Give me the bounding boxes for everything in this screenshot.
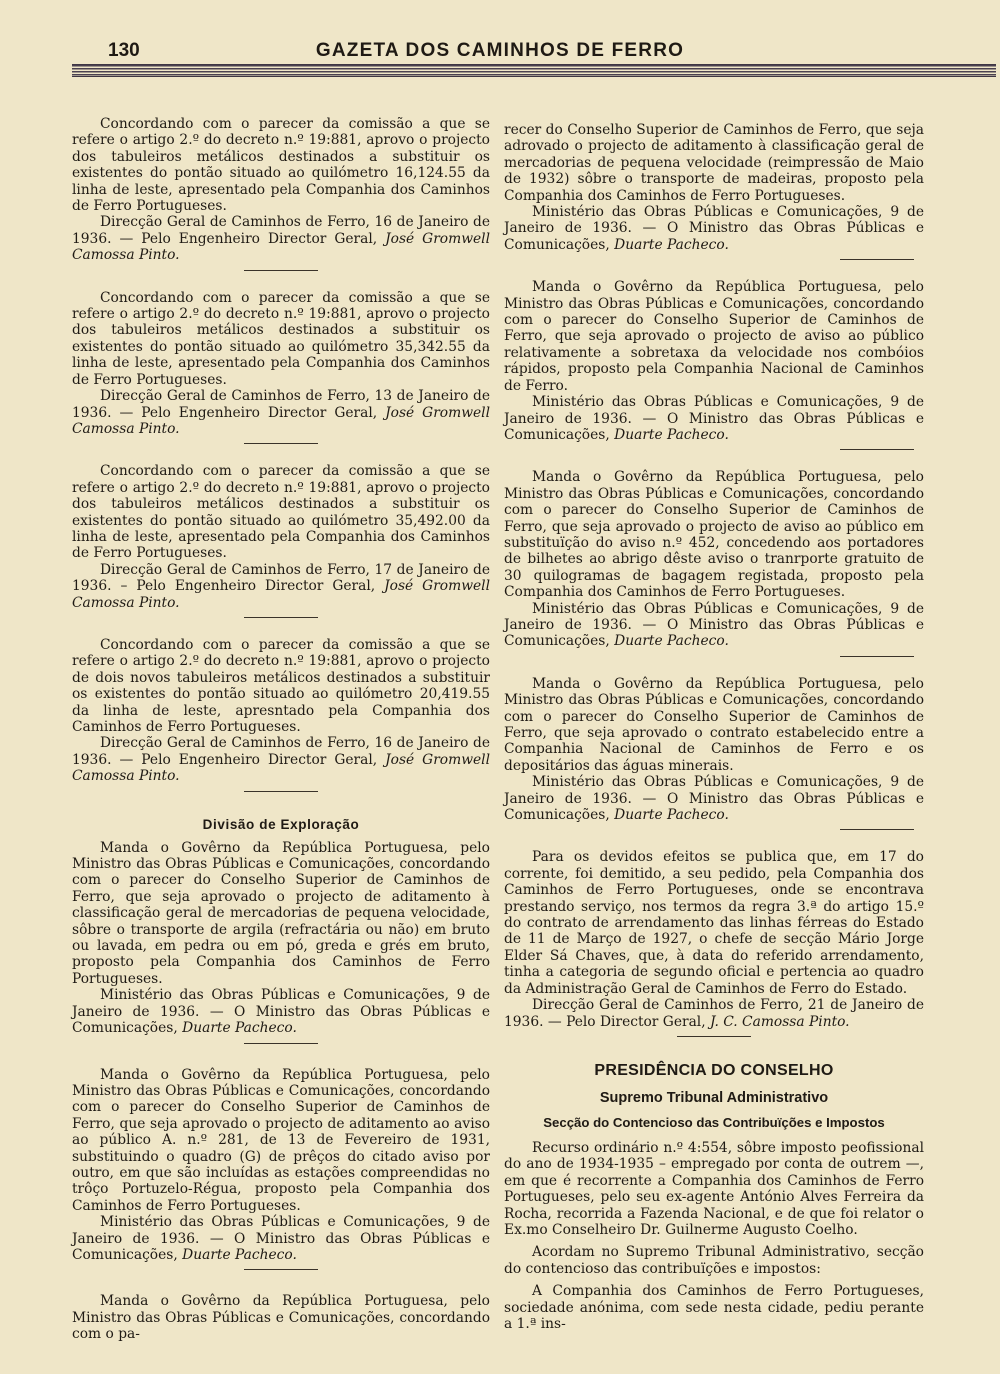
left-column <box>72 116 490 1343</box>
notice-signature-line: Ministério das Obras Públicas e Comunicações, 9 de Janeiro de 1936. — O Ministro das Obras Públicas e Comunicações, Duarte Pacheco. <box>72 987 490 1037</box>
signatory: Duarte Pacheco. <box>614 633 729 650</box>
signatory: José Gromwell Camossa Pinto. <box>72 230 490 264</box>
notice-paragraph: Concordando com o parecer da comissão a que se refere o artigo 2.º do decreto n.º 19:881, aprovo o projecto dos tabuleiros metálicos destinados a substituir os existentes do pontão situado ao quilómetro 35,492.00 da linha de leste, apresentado pela Companhia dos Caminhos de Ferro Portugueses. <box>72 463 490 562</box>
notice-signature-line: Direcção Geral de Caminhos de Ferro, 13 de Janeiro de 1936. — Pelo Engenheiro Director Geral, José Gromwell Camossa Pinto. <box>72 388 490 437</box>
signatory: José Gromwell Camossa Pinto. <box>72 751 490 785</box>
signatory: J. C. Camossa Pinto. <box>709 1013 850 1030</box>
signatory: José Gromwell Camossa Pinto. <box>72 404 490 437</box>
notice-paragraph: Manda o Govêrno da República Portuguesa, pelo Ministro das Obras Públicas e Comunicações, concordando com o parecer do Conselho Superior de Caminhos de Ferro, que seja aprovado o contrato estabelecido entre a Companhia Nacional de Caminhos de Ferro e os depositários das águas minerais. <box>504 675 924 774</box>
notice-paragraph: Manda o Govêrno da República Portuguesa, pelo Ministro das Obras Públicas e Comunicações, concordando com o parecer do Conselho Superior de Caminhos de Ferro, que seja aprovado o projecto de aviso ao público relativamente a sobretaxa da velocidade nos combóios rápidos, proposto pela Companhia Nacional de Caminhos de Ferro. <box>504 279 924 394</box>
signatory: Duarte Pacheco. <box>182 1020 297 1037</box>
notice-paragraph: Manda o Govêrno da República Portuguesa, pelo Ministro das Obras Públicas e Comunicações, concordando com o pa- <box>72 1293 490 1343</box>
notice-signature-line: Ministério das Obras Públicas e Comunicações, 9 de Janeiro de 1936. — O Ministro das Obras Públicas e Comunicações, Duarte Pacheco. <box>504 774 924 824</box>
notice-signature-line: Direcção Geral de Caminhos de Ferro, 16 de Janeiro de 1936. — Pelo Engenheiro Director Geral, José Gromwell Camossa Pinto. <box>72 735 490 785</box>
notice-paragraph: Manda o Govêrno da República Portuguesa, pelo Ministro das Obras Públicas e Comunicações, concordando com o parecer do Conselho Superior de Caminhos de Ferro, que seja aprovado o projecto de aviso ao público em substituïção do aviso n.º 452, concedendo aos portadores de bilhetes ao abrigo dêste aviso o tranrporte gratuito de 30 quilogramas de bagagem registada, proposto pela Companhia dos Caminhos de Ferro Portugueses. <box>504 469 924 601</box>
notice-signature-line: Ministério das Obras Públicas e Comunicações, 9 de Janeiro de 1936. — O Ministro das Obras Públicas e Comunicações, Duarte Pacheco. <box>504 204 924 253</box>
notice-signature-line: Direcção Geral de Caminhos de Ferro, 17 de Janeiro de 1936. – Pelo Engenheiro Director Geral, José Gromwell Camossa Pinto. <box>72 561 490 611</box>
subsubsection-heading: Secção do Contencioso das Contribuïções e Impostos <box>543 1114 885 1130</box>
notice-paragraph: recer do Conselho Superior de Caminhos de Ferro, que seja adrovado o projecto de aditamento à classificação geral de mercadorias de pequena velocidade (reimpressão de Maio de 1932) sôbre o transporte de madeiras, proposto pela Companhia dos Caminhos de Ferro Portugueses. <box>504 122 924 204</box>
notice-paragraph: Para os devidos efeitos se publica que, em 17 do corrente, foi demitido, a seu pedido, pela Companhia dos Caminhos de Ferro Portugueses, onde se encontrava prestando serviço, nos termos da regra 3.ª do artigo 15.º do contrato de arrendamento das linhas férreas do Estado de 11 de Março de 1927, o chefe de secção Mário Jorge Elder Sá Chaves, que, à data do referido arrendamento, tinha a categoria de segundo oficial e pertencia ao quadro da Administração Geral de Caminhos de Ferro do Estado. <box>504 849 924 997</box>
running-header <box>0 34 1000 64</box>
journal-title: GAZETA DOS CAMINHOS DE FERRO <box>315 40 685 61</box>
notice-paragraph: Concordando com o parecer da comissão a que se refere o artigo 2.º do decreto n.º 19:881, aprovo o projecto dos tabuleiros metálicos destinados a substituir os existentes do pontão situado ao quilómetro 16,124.55 da linha de leste, apresentado pela Companhia dos Caminhos de Ferro Portugueses. <box>72 116 490 215</box>
notice-paragraph: Manda o Govêrno da República Portuguesa, pelo Ministro das Obras Públicas e Comunicações, concordando com o parecer do Conselho Superior de Caminhos de Ferro, que seja aprovado o projecto de aditamento ao aviso ao público A. n.º 281, de 13 de Fevereiro de 1931, substituindo o quadro (G) de prêços do citado aviso por outro, em que são incluídas as estações compreendidas no trôço Portuzelo-Régua, proposto pela Companhia dos Caminhos de Ferro Portugueses. <box>72 1066 490 1214</box>
signatory: Duarte Pacheco. <box>614 236 729 253</box>
notice-signature-line: Direcção Geral de Caminhos de Ferro, 16 de Janeiro de 1936. — Pelo Engenheiro Director Geral, José Gromwell Camossa Pinto. <box>72 214 490 264</box>
right-column <box>504 122 924 1332</box>
notice-paragraph: Manda o Govêrno da República Portuguesa, pelo Ministro das Obras Públicas e Comunicações, concordando com o parecer do Conselho Superior de Caminhos de Ferro, que seja aprovado o projecto de aditamento à classificação geral de mercadorias de pequena velocidade, sôbre o transporte de argila (refractária ou não) em bruto ou lavada, em pedra ou em pó, greda e grés em bruto, proposto pela Companhia dos Caminhos de Ferro Portugueses. <box>72 839 490 987</box>
subsection-heading: Supremo Tribunal Administrativo <box>599 1089 829 1106</box>
notice-paragraph: Concordando com o parecer da comissão a que se refere o artigo 2.º do decreto n.º 19:881, aprovo o projecto dos tabuleiros metálicos destinados a substituir os existentes do pontão situado ao quilómetro 35,342.55 da linha de leste, apresentado pela Companhia dos Caminhos de Ferro Portugueses. <box>72 289 490 388</box>
notice-paragraph: A Companhia dos Caminhos de Ferro Portugueses, sociedade anónima, com sede nesta cidade, pediu perante a 1.ª ins- <box>504 1283 924 1332</box>
signatory: Duarte Pacheco. <box>182 1246 297 1263</box>
notice-paragraph: Recurso ordinário n.º 4:554, sôbre imposto peofissional do ano de 1934-1935 – empregado por conta de outrem —, em que é recorrente a Companhia dos Caminhos de Ferro Portugueses, pelo seu ex-agente António Alves Ferreira da Rocha, recorrida a Fazenda Nacional, e de que foi relator o Ex.mo Conselheiro Dr. Guilnerme Augusto Coelho. <box>504 1139 924 1238</box>
notice-signature-line: Ministério das Obras Públicas e Comunicações, 9 de Janeiro de 1936. — O Ministro das Obras Públicas e Comunicações, Duarte Pacheco. <box>72 1214 490 1263</box>
notice-signature-line: Direcção Geral de Caminhos de Ferro, 21 de Janeiro de 1936. — Pelo Director Geral, J. C. Camossa Pinto. <box>504 997 924 1030</box>
section-heading: Divisão de Exploração <box>202 816 360 832</box>
header-rule <box>72 64 996 77</box>
notice-paragraph: Concordando com o parecer da comissão a que se refere o artigo 2.º do decreto n.º 19:881, aprovo o projecto de dois novos tabuleiros metálicos destinados a substituir os existentes do pontão situado ao quilómetro 20,419.55 da linha de leste, apresntado pela Companhia dos Caminhos de Ferro Portugueses. <box>72 636 490 735</box>
notice-signature-line: Ministério das Obras Públicas e Comunicações, 9 de Janeiro de 1936. — O Ministro das Obras Públicas e Comunicações, Duarte Pacheco. <box>504 394 924 443</box>
signatory: Duarte Pacheco. <box>614 807 729 824</box>
page-number: 130 <box>108 40 140 61</box>
signatory: José Gromwell Camossa Pinto. <box>72 578 490 611</box>
notice-paragraph: Acordam no Supremo Tribunal Administrativo, secção do contencioso das contribuïções e impostos: <box>504 1244 924 1277</box>
section-heading: PRESIDÊNCIA DO CONSELHO <box>594 1061 834 1079</box>
notice-signature-line: Ministério das Obras Públicas e Comunicações, 9 de Janeiro de 1936. — O Ministro das Obras Públicas e Comunicações, Duarte Pacheco. <box>504 600 924 650</box>
signatory: Duarte Pacheco. <box>614 426 729 443</box>
